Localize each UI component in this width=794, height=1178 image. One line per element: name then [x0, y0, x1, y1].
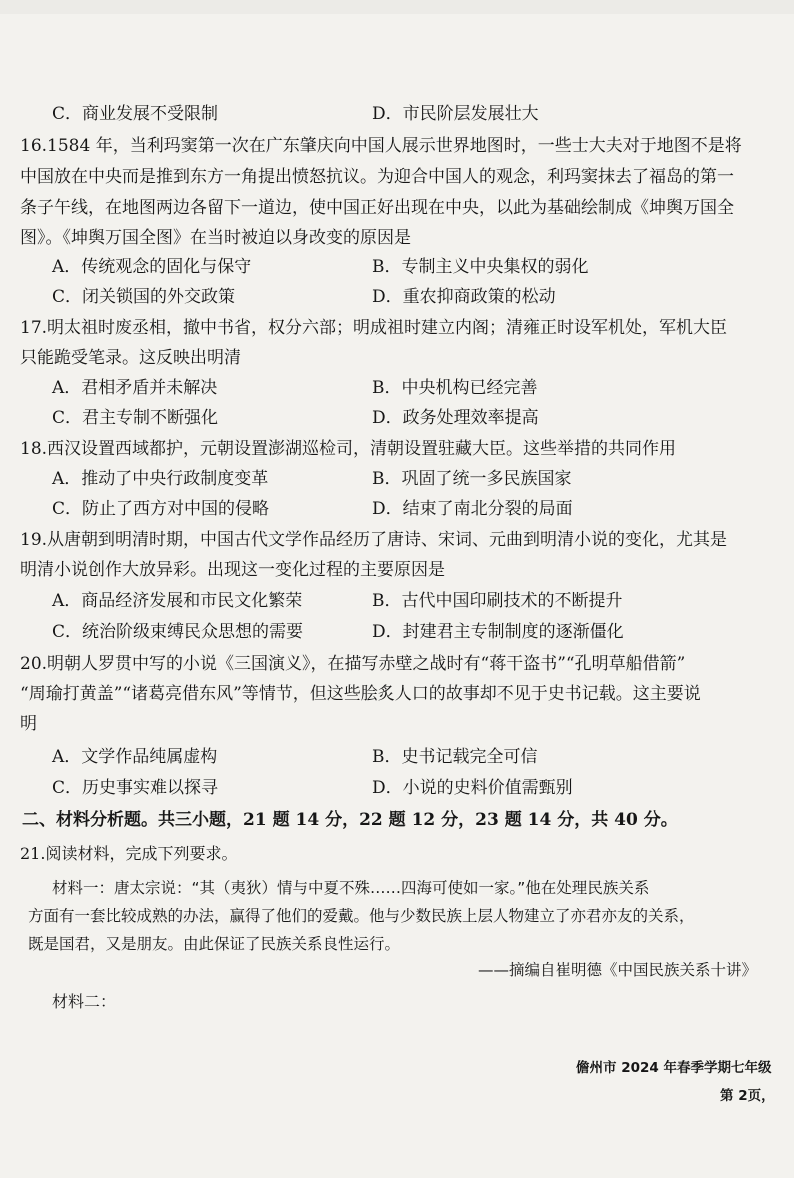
- q16-stem-line-3: 条子午线，在地图两边各留下一道边，使中国正好出现在中央，以此为基础绘制成《坤舆万国全: [20, 198, 734, 218]
- q16-stem-line-4: 图》。《坤舆万国全图》在当时被迫以身改变的原因是: [20, 228, 411, 248]
- q15-option-d: D．市民阶层发展壮大: [372, 104, 539, 124]
- q17-stem-line-1: 17.明太祖时废丞相，撤中书省，权分六部；明成祖时建立内阁；清雍正时设军机处，军机大臣: [20, 318, 728, 338]
- q19-stem-line-2: 明清小说创作大放异彩。出现这一变化过程的主要原因是: [20, 560, 445, 580]
- q18-option-d: D．结束了南北分裂的局面: [372, 499, 573, 519]
- q20-stem-line-2: “周瑜打黄盖”“诸葛亮借东风”等情节，但这些脍炙人口的故事却不见于史书记载。这主要说: [20, 684, 701, 704]
- q18-stem-line-1: 18.西汉设置西域都护，元朝设置澎湖巡检司，清朝设置驻藏大臣。这些举措的共同作用: [20, 439, 677, 459]
- q16-option-a: A．传统观念的固化与保守: [52, 257, 252, 277]
- q18-option-a: A．推动了中央行政制度变革: [52, 469, 269, 489]
- q21-material-2-label: 材料二：: [52, 992, 117, 1011]
- q21-material-1-line-1: 材料一：唐太宗说：“其（夷狄）情与中夏不殊……四海可使如一家。”他在处理民族关系: [52, 879, 650, 897]
- q15-option-c: C．商业发展不受限制: [52, 104, 219, 124]
- q20-option-b: B．史书记载完全可信: [372, 747, 538, 767]
- scan-top-edge: [0, 0, 794, 14]
- q18-option-c: C．防止了西方对中国的侵略: [52, 499, 270, 519]
- q21-material-1-source: ——摘编自崔明德《中国民族关系十讲》: [478, 961, 758, 979]
- q19-stem-line-1: 19.从唐朝到明清时期，中国古代文学作品经历了唐诗、宋词、元曲到明清小说的变化，尤其是: [20, 530, 728, 550]
- q21-material-1-line-2: 方面有一套比较成熟的办法，赢得了他们的爱戴。他与少数民族上层人物建立了亦君亦友的关系，: [28, 907, 695, 925]
- section-2-heading: 二、材料分析题。共三小题，21 题 14 分，22 题 12 分，23 题 14 分，共 40 分。: [22, 810, 678, 830]
- q21-stem: 21.阅读材料，完成下列要求。: [20, 844, 238, 863]
- q19-option-d: D．封建君主专制制度的逐渐僵化: [372, 622, 624, 642]
- q16-option-d: D．重农抑商政策的松动: [372, 287, 556, 307]
- q17-stem-line-2: 只能跪受笔录。这反映出明清: [20, 348, 241, 368]
- q20-option-a: A．文学作品纯属虚构: [52, 747, 218, 767]
- q19-option-b: B．古代中国印刷技术的不断提升: [372, 591, 623, 611]
- q16-option-b: B．专制主义中央集权的弱化: [372, 257, 589, 277]
- q20-option-c: C．历史事实难以探寻: [52, 778, 219, 798]
- q17-option-b: B．中央机构已经完善: [372, 378, 538, 398]
- q17-option-c: C．君主专制不断强化: [52, 408, 219, 428]
- q16-stem-line-1: 16.1584 年，当利玛窦第一次在广东肇庆向中国人展示世界地图时，一些士大夫对于地图不是将: [20, 136, 742, 156]
- footer-school-label: 儋州市 2024 年春季学期七年级: [576, 1060, 772, 1076]
- q18-option-b: B．巩固了统一多民族国家: [372, 469, 572, 489]
- footer-page-number: 第 2页，: [720, 1088, 775, 1104]
- q17-option-d: D．政务处理效率提高: [372, 408, 539, 428]
- q16-option-c: C．闭关锁国的外交政策: [52, 287, 236, 307]
- q16-stem-line-2: 中国放在中央而是推到东方一角提出愤怒抗议。为迎合中国人的观念，利玛窦抹去了福岛的第一: [20, 167, 734, 187]
- q21-material-1-line-3: 既是国君，又是朋友。由此保证了民族关系良性运行。: [28, 935, 401, 953]
- q20-stem-line-1: 20.明朝人罗贯中写的小说《三国演义》，在描写赤壁之战时有“蒋干盗书”“孔明草船借箭”: [20, 654, 686, 674]
- q19-option-c: C．统治阶级束缚民众思想的需要: [52, 622, 304, 642]
- q19-option-a: A．商品经济发展和市民文化繁荣: [52, 591, 303, 611]
- q20-option-d: D．小说的史料价值需甄别: [372, 778, 573, 798]
- q17-option-a: A．君相矛盾并未解决: [52, 378, 218, 398]
- q20-stem-line-3: 明: [20, 714, 37, 734]
